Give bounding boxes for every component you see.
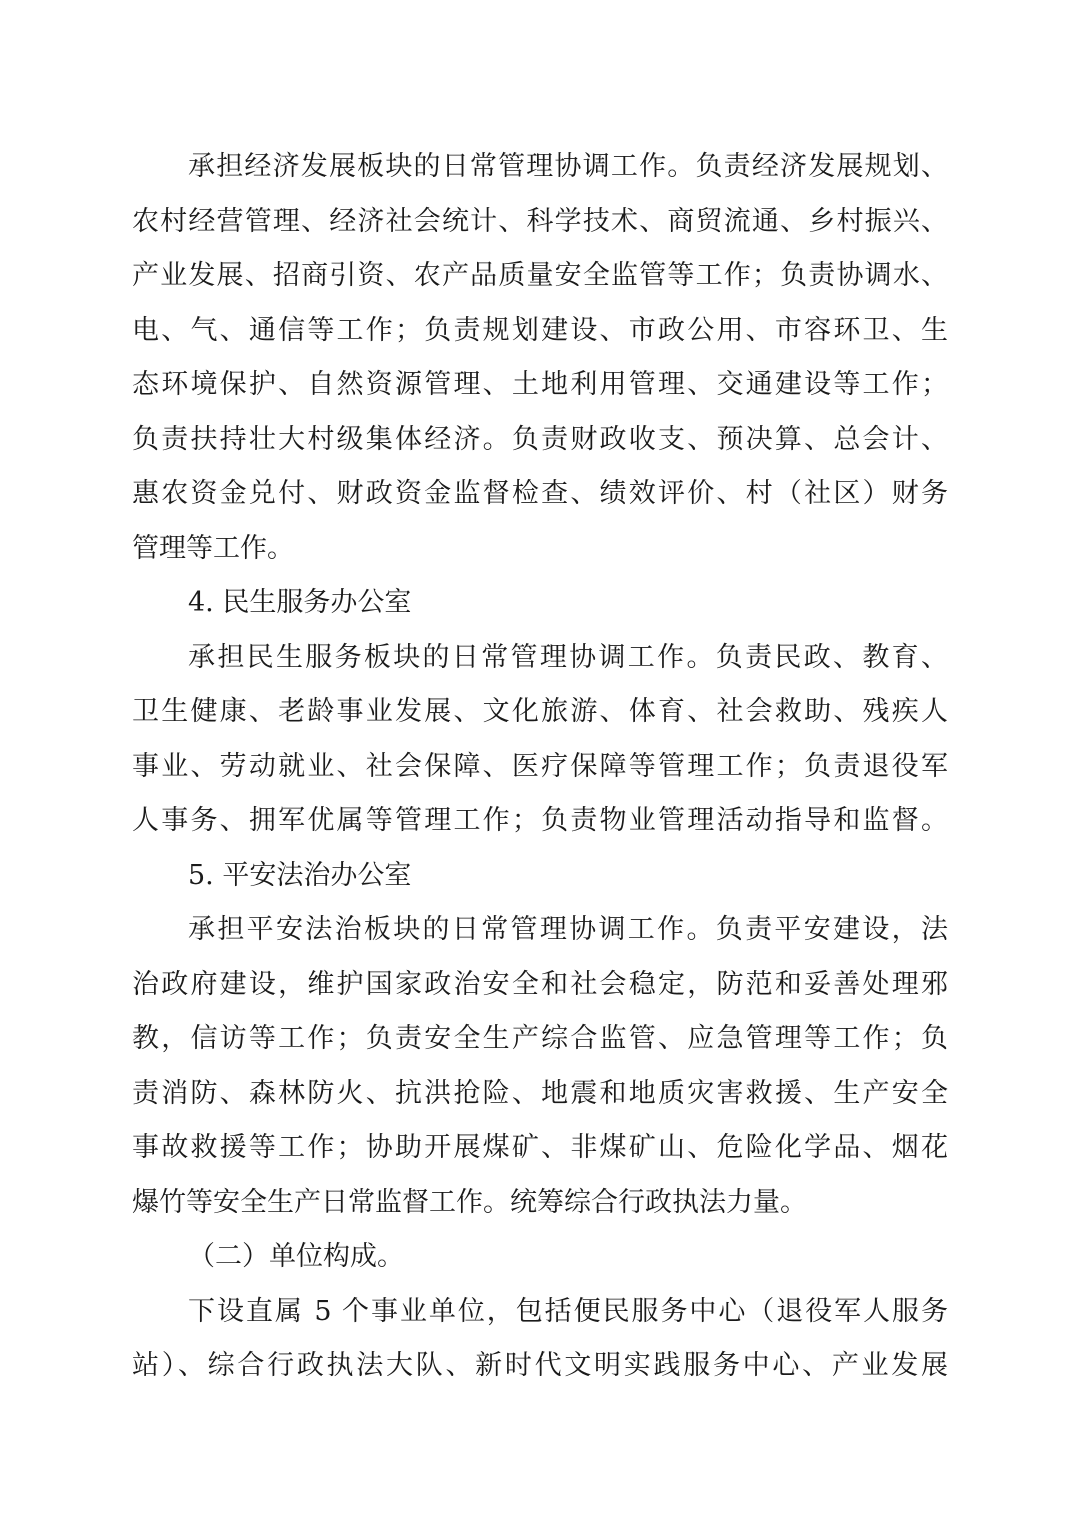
paragraph-line: 下设直属 5 个事业单位，包括便民服务中心（退役军人服务 bbox=[188, 1295, 948, 1327]
section-heading: 5. 平安法治办公室 bbox=[188, 859, 412, 891]
paragraph-line: 人事务、拥军优属等管理工作；负责物业管理活动指导和监督。 bbox=[132, 805, 948, 836]
paragraph-line: 负责扶持壮大村级集体经济。负责财政收支、预决算、总会计、 bbox=[132, 423, 948, 455]
paragraph-line: 治政府建设，维护国家政治安全和社会稳定，防范和妥善处理邪 bbox=[132, 968, 948, 1000]
paragraph-line: 站）、综合行政执法大队、新时代文明实践服务中心、产业发展 bbox=[132, 1350, 948, 1381]
paragraph-line: 事业、劳动就业、社会保障、医疗保障等管理工作；负责退役军 bbox=[132, 750, 948, 782]
paragraph-line: 农村经营管理、经济社会统计、科学技术、商贸流通、乡村振兴、 bbox=[132, 205, 948, 237]
document-body bbox=[132, 140, 948, 1394]
paragraph-line: 爆竹等安全生产日常监督工作。统筹综合行政执法力量。 bbox=[132, 1186, 807, 1218]
paragraph-line: 事故救援等工作；协助开展煤矿、非煤矿山、危险化学品、烟花 bbox=[132, 1132, 948, 1163]
paragraph-line: 教，信访等工作；负责安全生产综合监管、应急管理等工作；负 bbox=[132, 1023, 948, 1054]
section-heading: 4. 民生服务办公室 bbox=[188, 587, 412, 618]
paragraph-line: 责消防、森林防火、抗洪抢险、地震和地质灾害救援、生产安全 bbox=[132, 1077, 948, 1109]
paragraph-line: 产业发展、招商引资、农产品质量安全监管等工作；负责协调水、 bbox=[132, 260, 948, 291]
paragraph-line: 态环境保护、自然资源管理、土地利用管理、交通建设等工作； bbox=[132, 369, 948, 400]
paragraph-line: 卫生健康、老龄事业发展、文化旅游、体育、社会救助、残疾人 bbox=[132, 696, 948, 727]
paragraph-line: 承担平安法治板块的日常管理协调工作。负责平安建设，法 bbox=[188, 914, 948, 945]
paragraph-line: 承担民生服务板块的日常管理协调工作。负责民政、教育、 bbox=[188, 641, 948, 673]
section-heading: （二）单位构成。 bbox=[188, 1241, 404, 1272]
paragraph-line: 承担经济发展板块的日常管理协调工作。负责经济发展规划、 bbox=[188, 151, 948, 182]
paragraph-line: 电、气、通信等工作；负责规划建设、市政公用、市容环卫、生 bbox=[132, 314, 948, 346]
paragraph-line: 管理等工作。 bbox=[132, 532, 294, 564]
paragraph-line: 惠农资金兑付、财政资金监督检查、绩效评价、村（社区）财务 bbox=[132, 478, 948, 509]
